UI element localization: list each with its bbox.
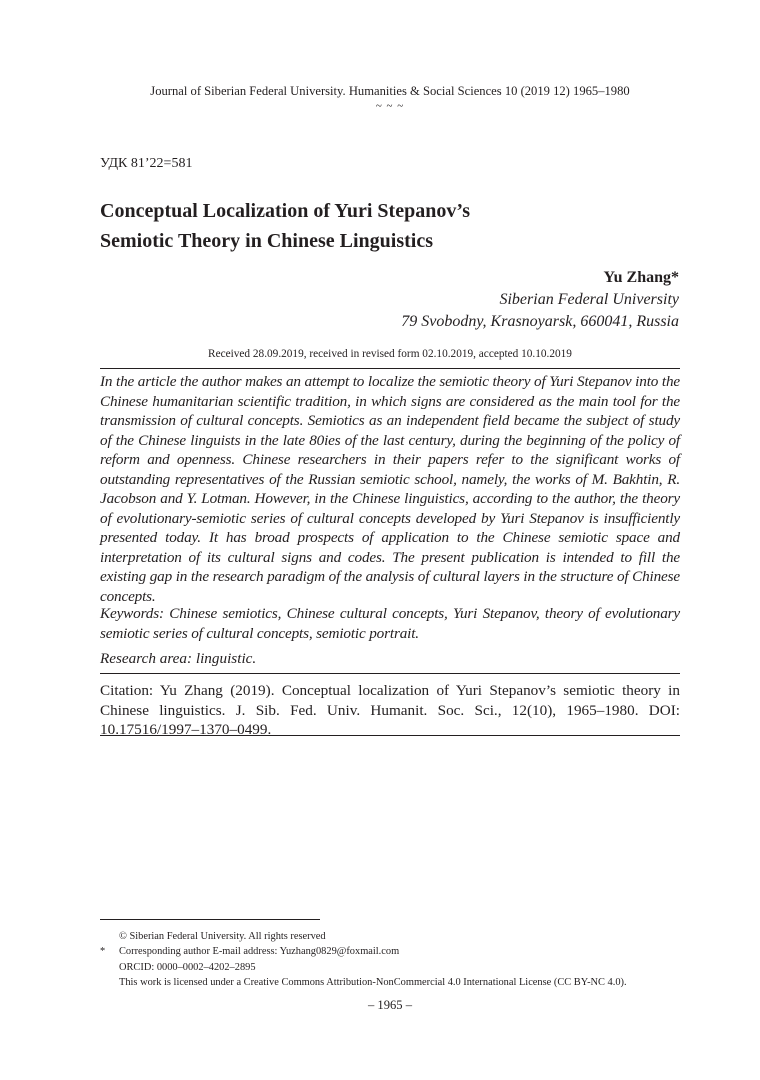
footnote-license: This work is licensed under a Creative Commons Attribution-NonCommercial 4.0 International License (CC BY-NC 4.0). (119, 976, 627, 988)
footnote-rule (100, 919, 320, 920)
title-line-2: Semiotic Theory in Chinese Linguistics (100, 230, 433, 252)
citation-bottom-rule (100, 735, 680, 736)
author-name: Yu Zhang* (603, 269, 679, 286)
footnote-corresponding (100, 944, 690, 959)
author-affiliation: Siberian Federal University (499, 291, 679, 308)
abstract-text: In the article the author makes an attempt to localize the semiotic theory of Yuri Stepanov into the Chinese humanitarian scientific tradition, in which signs are considered as the main tool for the transmission of cultural concepts. Semiotics as an independent field became the subject of study of the Chinese linguists in the late 80ies of the last century, during the beginning of the policy of reform and openness. Chinese researchers in their papers refer to the significant works of outstanding representatives of the Russian semiotic school, namely, the works of M. Bakhtin, R. Jacobson and Y. Lotman. However, in the Chinese linguistics, according to the author, the theory of evolutionary-semiotic series of cultural concepts developed by Yuri Stepanov is insufficiently presented today. It has broad prospects of application to the Chinese semiotic space and interpretation of its cultural signs and codes. The present publication is intended to fill the existing gap in the research paradigm of the analysis of cultural layers in the structure of Chinese concepts. (100, 373, 680, 606)
author-address: 79 Svobodny, Krasnoyarsk, 660041, Russia (401, 313, 679, 330)
udk-code: УДК 81’22=581 (100, 156, 193, 171)
header-tilde-divider: ~ ~ ~ (375, 100, 405, 112)
journal-header: Journal of Siberian Federal University. Humanities & Social Sciences 10 (2019 12) 1965–1980 (150, 84, 630, 98)
article-title (100, 196, 660, 256)
abstract-top-rule (100, 368, 680, 369)
citation-text: Citation: Yu Zhang (2019). Conceptual localization of Yuri Stepanov’s semiotic theory in Chinese linguistics. J. Sib. Fed. Univ. Humanit. Soc. Sci., 12(10), 1965–1980. DOI: 10.17516/1997–1370–0499. (100, 682, 680, 738)
footnote-asterisk: * (100, 946, 106, 958)
research-area: Research area: linguistic. (100, 650, 257, 667)
keywords-text: Keywords: Chinese semiotics, Chinese cultural concepts, Yuri Stepanov, theory of evolutionary semiotic series of cultural concepts, semiotic portrait. (100, 605, 680, 642)
title-line-1: Conceptual Localization of Yuri Stepanov’s (100, 200, 471, 222)
received-dates: Received 28.09.2019, received in revised form 02.10.2019, accepted 10.10.2019 (208, 348, 572, 360)
page-number: – 1965 – (367, 998, 413, 1012)
footnotes (100, 929, 690, 990)
citation-top-rule (100, 673, 680, 674)
footnote-orcid: ORCID: 0000–0002–4202–2895 (119, 961, 256, 973)
author-block (401, 267, 679, 333)
corresponding-email: Corresponding author E-mail address: Yuzhang0829@foxmail.com (119, 946, 400, 958)
footnote-copyright: © Siberian Federal University. All rights reserved (119, 931, 326, 942)
